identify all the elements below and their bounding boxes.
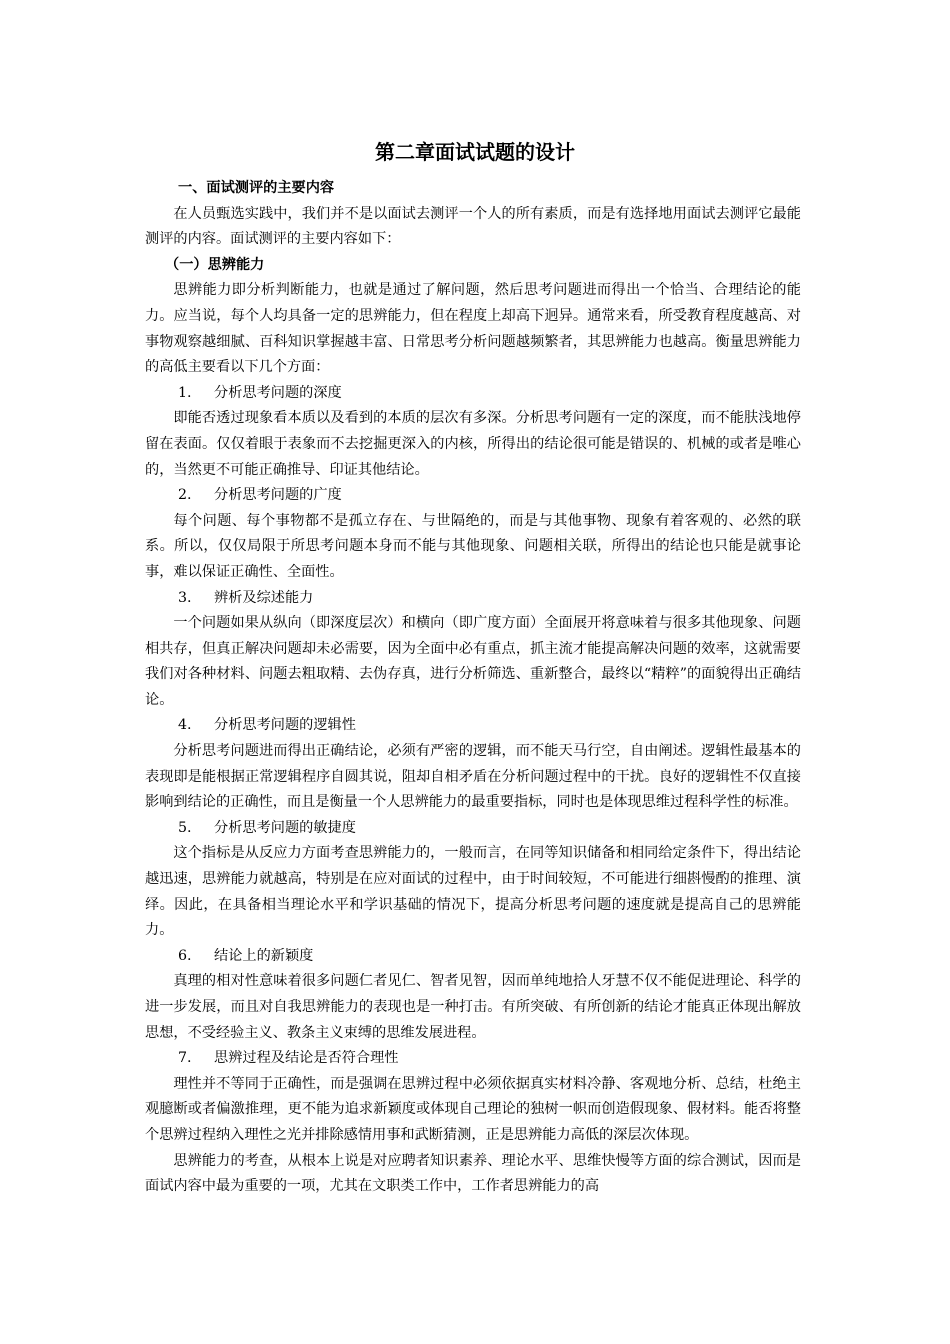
list-item-paragraph: 真理的相对性意味着很多问题仁者见仁、智者见智，因而单纯地拾人牙慧不仅不能促进理论、科学的进一步发展，而且对自我思辨能力的表现也是一种打击。有所突破、有所创新的结论才能真正体现出解放思想，不受经验主义、教条主义束缚的思维发展进程。 xyxy=(145,973,801,1041)
list-item-heading: 5. 分析思考问题的敏捷度 xyxy=(178,819,356,836)
subsection-heading: （一）思辨能力 xyxy=(165,256,265,273)
list-item-paragraph: 每个问题、每个事物都不是孤立存在、与世隔绝的，而是与其他事物、现象有着客观的、必然的联系。所以，仅仅局限于所思考问题本身而不能与其他现象、问题相关联，所得出的结论也只能是就事论事，难以保证正确性、全面性。 xyxy=(145,512,801,580)
document-body xyxy=(145,176,801,1200)
intro-paragraph: 在人员甄选实践中，我们并不是以面试去测评一个人的所有素质，而是有选择地用面试去测评它最能测评的内容。面试测评的主要内容如下： xyxy=(145,205,801,248)
list-item-paragraph: 理性并不等同于正确性，而是强调在思辨过程中必须依据真实材料冷静、客观地分析、总结，杜绝主观臆断或者偏激推理，更不能为追求新颖度或体现自己理论的独树一帜而创造假现象、假材料。能否将整个思辨过程纳入理性之光并排除感情用事和武断猜测，正是思辨能力高低的深层次体现。 xyxy=(145,1075,801,1143)
list-item-paragraph: 这个指标是从反应力方面考查思辨能力的，一般而言，在同等知识储备和相同给定条件下，得出结论越迅速，思辨能力就越高，特别是在应对面试的过程中，由于时间较短，不可能进行细斟慢酌的推理、演绎。因此，在具备相当理论水平和学识基础的情况下，提高分析思考问题的速度就是提高自己的思辨能力。 xyxy=(145,845,801,939)
list-item-heading: 3. 辨析及综述能力 xyxy=(178,589,314,606)
list-item-heading: 6. 结论上的新颖度 xyxy=(178,947,314,964)
list-item-heading: 7. 思辨过程及结论是否符合理性 xyxy=(178,1050,399,1067)
list-item-paragraph: 分析思考问题进而得出正确结论，必须有严密的逻辑，而不能天马行空，自由阐述。逻辑性最基本的表现即是能根据正常逻辑程序自圆其说，阻却自相矛盾在分析问题过程中的干扰。良好的逻辑性不仅直接影响到结论的正确性，而且是衡量一个人思辨能力的最重要指标，同时也是体现思维过程科学性的标准。 xyxy=(145,743,801,811)
closing-paragraph: 思辨能力的考查，从根本上说是对应聘者知识素养、理论水平、思维快慢等方面的综合测试，因而是面试内容中最为重要的一项，尤其在文职类工作中，工作者思辨能力的高 xyxy=(145,1152,801,1195)
list-item-paragraph: 一个问题如果从纵向（即深度层次）和横向（即广度方面）全面展开将意味着与很多其他现象、问题相共存，但真正解决问题却未必需要，因为全面中必有重点，抓主流才能提高解决问题的效率，这就需要我们对各种材料、问题去粗取精、去伪存真，进行分析筛选、重新整合，最终以“精粹”的面貌得出正确结论。 xyxy=(145,615,801,708)
list-item-heading: 4. 分析思考问题的逻辑性 xyxy=(178,717,356,734)
list-item-heading: 2. 分析思考问题的广度 xyxy=(178,487,342,504)
list-item-heading: 1. 分析思考问题的深度 xyxy=(178,384,342,401)
subsection-paragraph: 思辨能力即分析判断能力，也就是通过了解问题，然后思考问题进而得出一个恰当、合理结论的能力。应当说，每个人均具备一定的思辨能力，但在程度上却高下迥异。通常来看，所受教育程度越高、对事物观察越细腻、百科知识掌握越丰富、日常思考分析问题越频繁者，其思辨能力也越高。衡量思辨能力的高低主要看以下几个方面： xyxy=(145,282,801,376)
page-title: 第二章面试试题的设计 xyxy=(375,140,575,164)
section-heading: 一、面试测评的主要内容 xyxy=(178,180,335,196)
list-item-paragraph: 即能否透过现象看本质以及看到的本质的层次有多深。分析思考问题有一定的深度，而不能肤浅地停留在表面。仅仅着眼于表象而不去挖掘更深入的内核，所得出的结论很可能是错误的、机械的或者是唯心的，当然更不可能正确推导、印证其他结论。 xyxy=(145,410,801,478)
